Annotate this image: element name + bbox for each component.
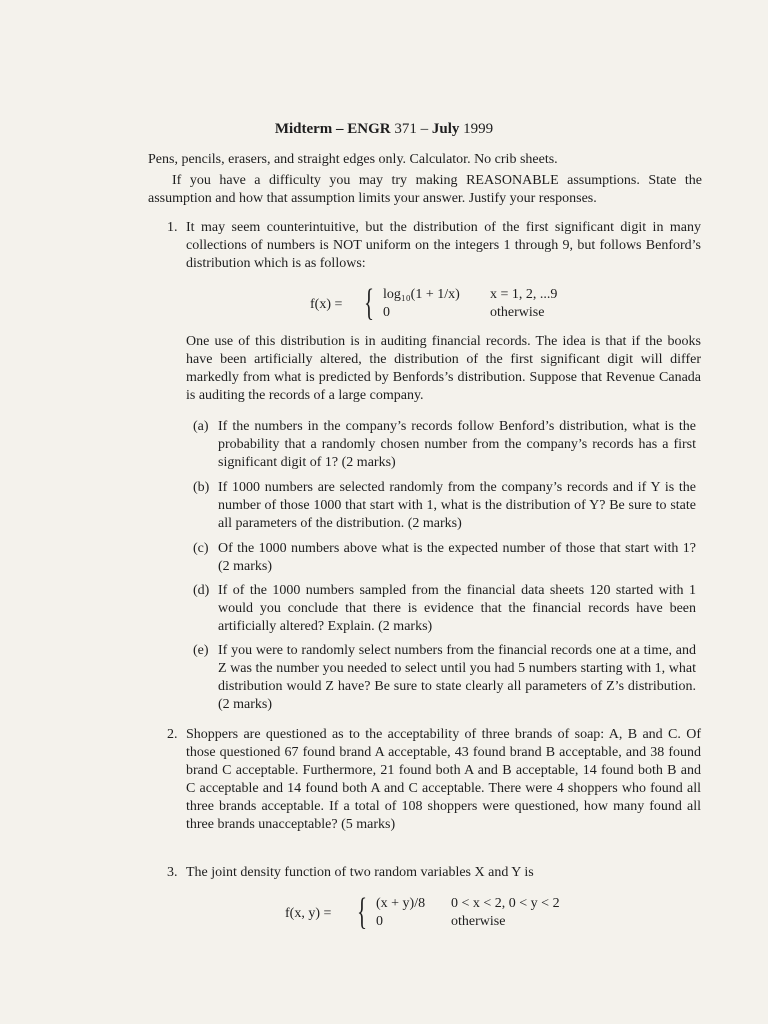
part-e-label: (e) — [193, 643, 209, 658]
question-3-number: 3. — [167, 865, 178, 880]
formula-lhs: f(x, y) = — [285, 906, 332, 921]
title-prefix: Midterm – ENGR — [274, 121, 391, 137]
page-title — [0, 120, 768, 138]
part-c-label: (c) — [193, 541, 209, 556]
title-year: 1999 — [463, 121, 494, 137]
question-3-text: The joint density function of two random variables X and Y is — [186, 865, 534, 880]
benford-formula — [310, 282, 570, 326]
formula-case-2-expr: 0 — [383, 305, 390, 320]
part-a-label: (a) — [193, 419, 209, 434]
part-b-label: (b) — [193, 480, 210, 495]
question-2-number: 2. — [167, 727, 178, 742]
question-1-number: 1. — [167, 220, 178, 235]
part-b-text: If 1000 numbers are selected randomly from the company’s records and if Y is the number of those 1000 that start with 1, what is the distribution of Y? Be sure to state all parameters of the distribution. (2 marks) — [218, 480, 696, 531]
question-1-context: One use of this distribution is in auditing financial records. The idea is that if the books have been artificially altered, the distribution of the first significant digit will differ markedly from what is predicted by Benfords’s distribution. Suppose that Revenue Canada is auditing the records of a large company. — [186, 334, 701, 403]
part-a-text: If the numbers in the company’s records follow Benford’s distribution, what is the probability that a randomly chosen number from the company’s records has a first significant digit of 1? (2 marks) — [218, 419, 696, 470]
title-month: July — [431, 121, 460, 137]
formula-case-1-expr: log₁₀(1 + 1/x) — [383, 287, 460, 302]
part-d-label: (d) — [193, 583, 210, 598]
part-d-text: If of the 1000 numbers sampled from the financial data sheets 120 started with 1 would you conclude that there is evidence that the financial records have been artificially altered? Explain. (2 marks) — [218, 583, 696, 634]
instructions-paragraph: If you have a difficulty you may try making REASONABLE assumptions. State the assumption and how that assumption limits your answer. Justify your responses. — [148, 173, 702, 206]
formula-case-1-cond: x = 1, 2, ...9 — [490, 287, 558, 302]
instructions-line: Pens, pencils, erasers, and straight edges only. Calculator. No crib sheets. — [148, 152, 558, 167]
joint-density-formula — [285, 891, 605, 935]
formula-case-1-cond: 0 < x < 2, 0 < y < 2 — [451, 896, 560, 911]
formula-case-2-expr: 0 — [376, 914, 383, 929]
formula-brace: { — [357, 891, 368, 933]
part-e-text: If you were to randomly select numbers from the financial records one at a time, and Z was the number you needed to select until you had 5 numbers starting with 1, what distribution would Z have? Be sure to state clearly all parameters of Z’s distribution. (2 marks) — [218, 643, 696, 712]
formula-brace: { — [364, 282, 375, 324]
part-c-text: Of the 1000 numbers above what is the expected number of those that start with 1? (2 marks) — [218, 541, 696, 574]
formula-case-2-cond: otherwise — [490, 305, 545, 320]
question-2-text: Shoppers are questioned as to the acceptability of three brands of soap: A, B and C. Of those questioned 67 found brand A acceptable, 43 found brand B acceptable, and 38 found brand C acceptable. Furthermore, 21 found both A and B acceptable, 14 found both B and C acceptable and 14 found both A and C acceptable. There were 4 shoppers who found all three brands acceptable. If a total of 108 shoppers were questioned, how many found all three brands unacceptable? (5 marks) — [186, 727, 701, 832]
course-number: 371 – — [394, 121, 429, 137]
question-1-text: It may seem counterintuitive, but the distribution of the first significant digit in many collections of numbers is NOT uniform on the integers 1 through 9, but follows Benford’s distribution which is as follows: — [186, 220, 701, 271]
formula-case-1-expr: (x + y)/8 — [376, 896, 426, 911]
formula-lhs: f(x) = — [310, 297, 343, 312]
formula-case-2-cond: otherwise — [451, 914, 506, 929]
